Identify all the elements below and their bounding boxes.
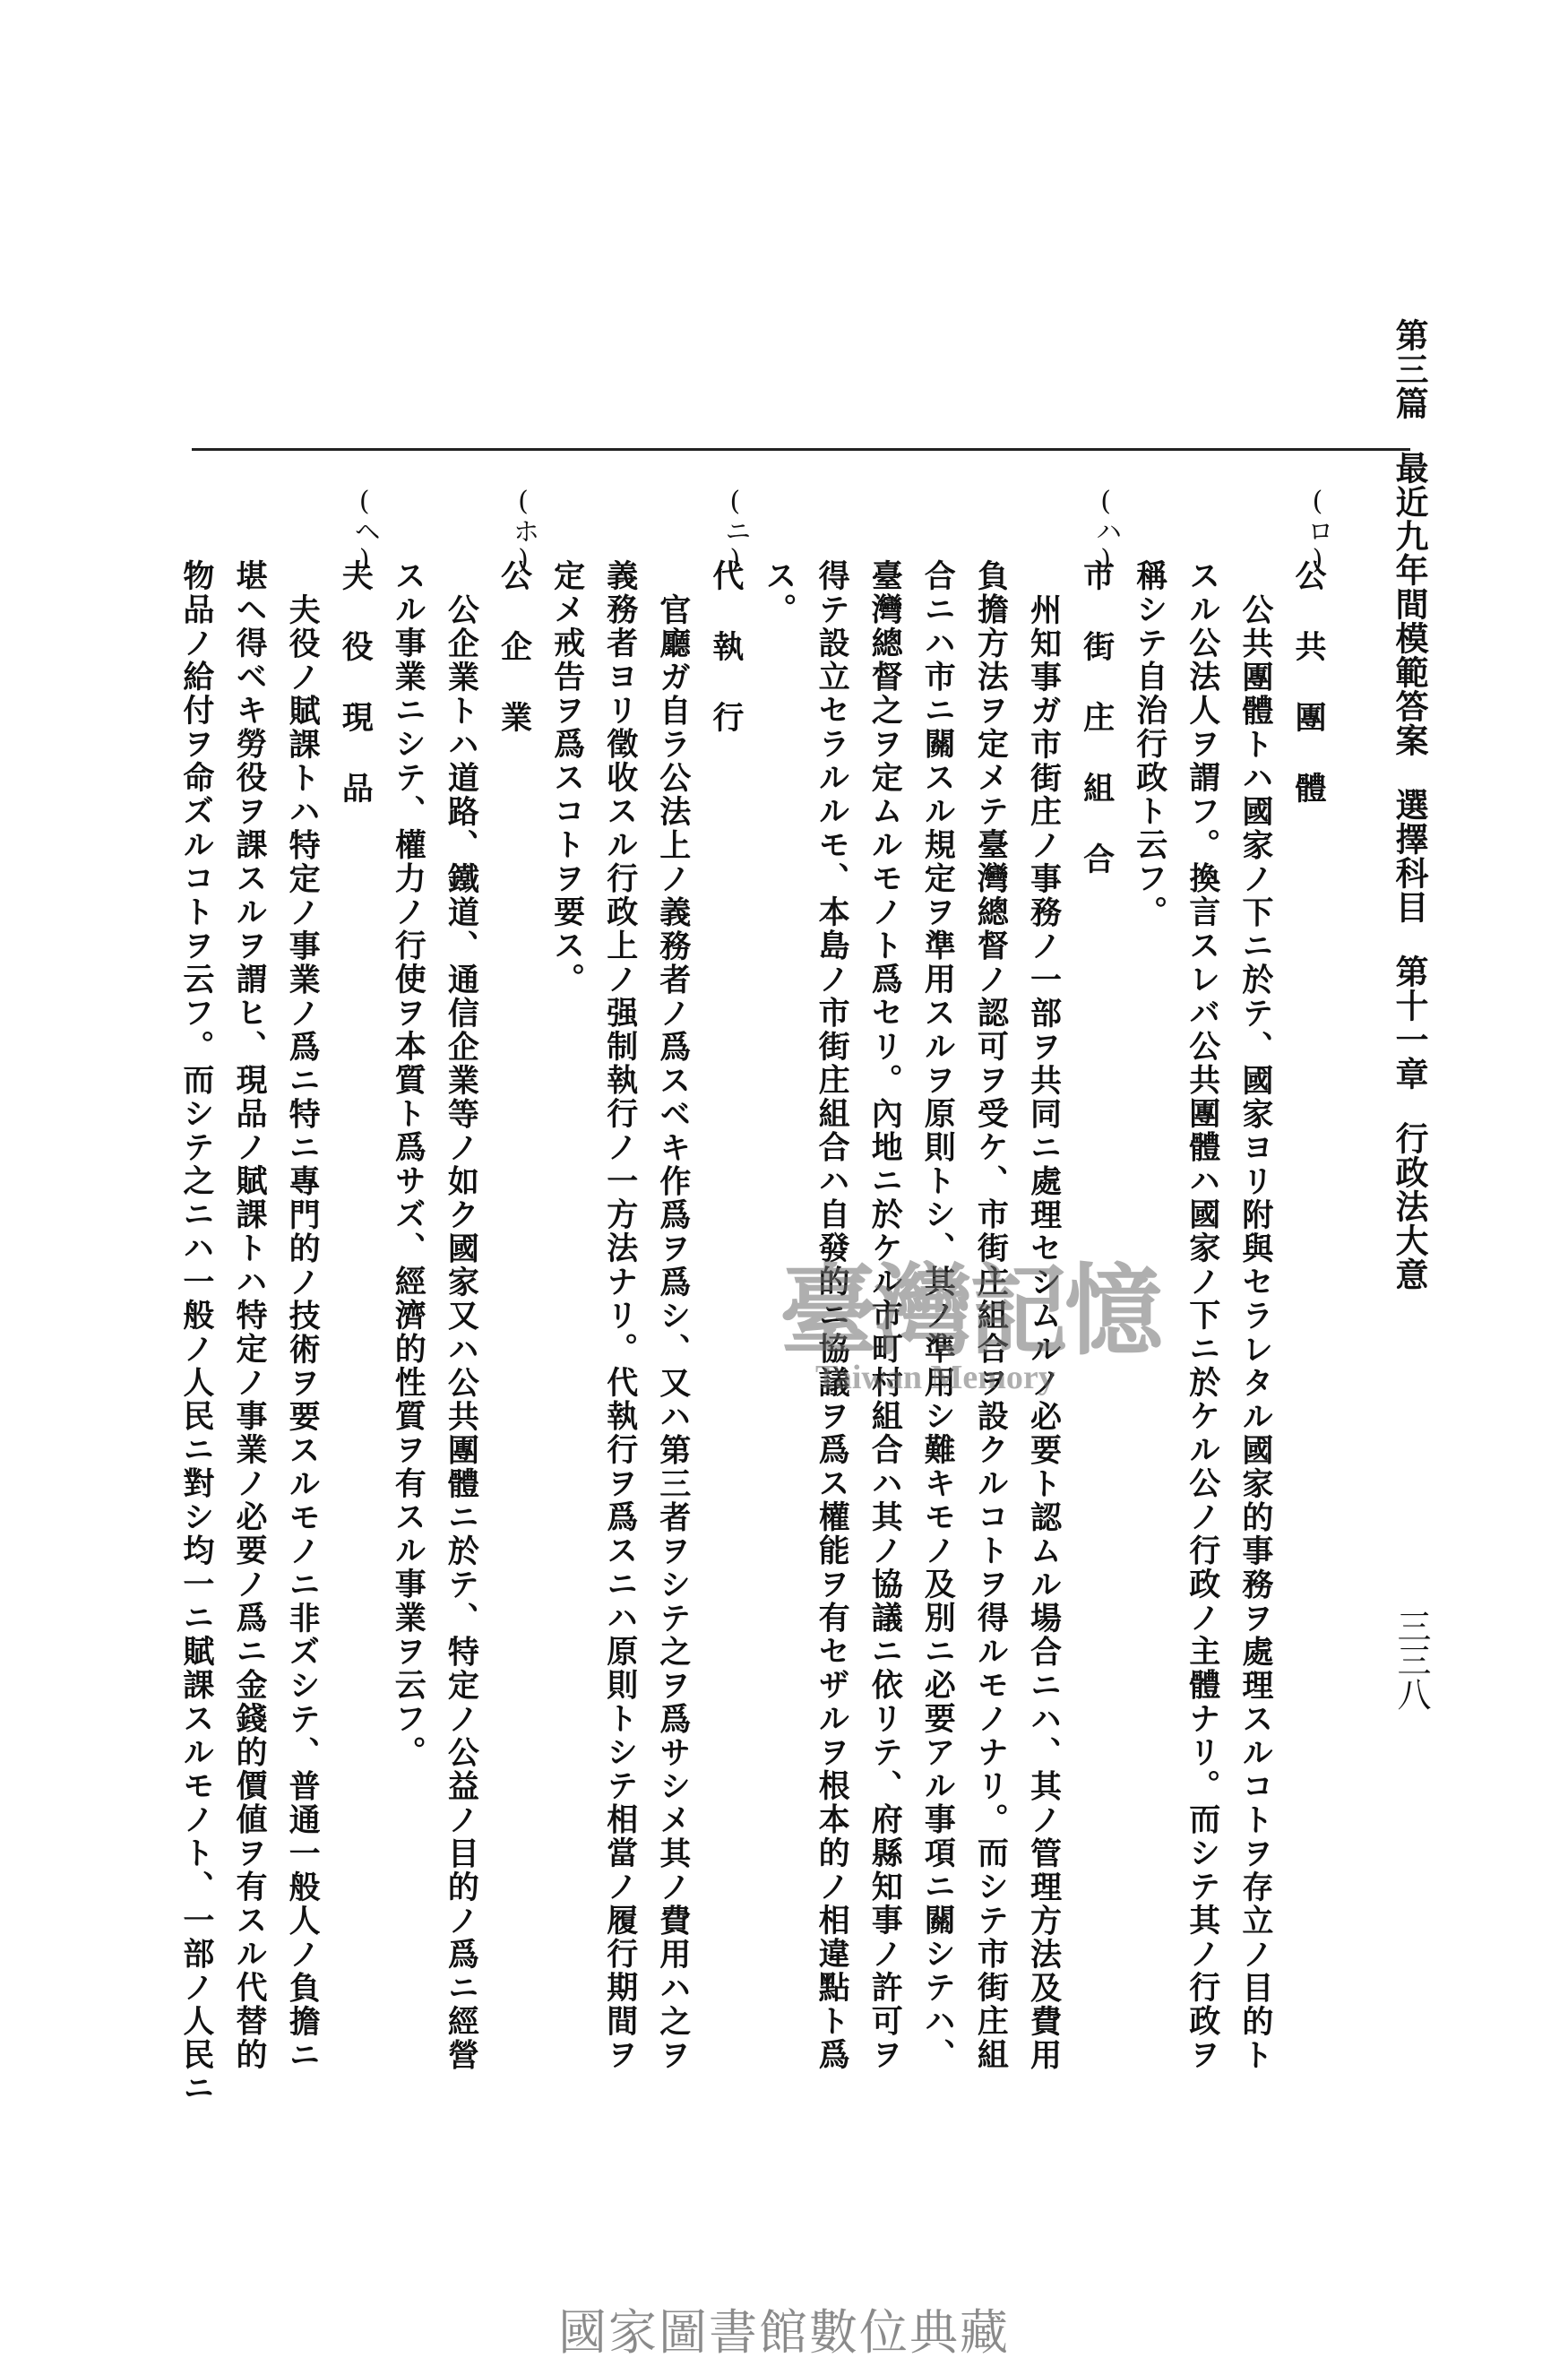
section-marker: (ハ) — [1090, 486, 1122, 575]
text-column: 官廳ガ自ラ公法上ノ義務者ノ爲スベキ作爲ヲ爲シ、又ハ第三者ヲシテ之ヲ爲サシメ其ノ費用ハ之ヲ — [654, 593, 692, 2072]
section-title: 市街庄組合 — [1078, 559, 1116, 913]
text-column: 臺灣總督之ヲ定ムルモノト爲セリ。內地ニ於ケル市町村組合ハ其ノ協議ニ依リテ、府縣知事ノ許可ヲ — [866, 559, 904, 2072]
text-column: 負擔方法ヲ定メテ臺灣總督ノ認可ヲ受ケ、市街庄組合ヲ設クルコトヲ得ルモノナリ。而シテ市街庄組 — [972, 559, 1010, 2072]
header-rule — [192, 448, 1410, 451]
part-label: 第三篇 — [1390, 318, 1428, 420]
text-column: 義務者ヨリ徵收スル行政上ノ强制執行ノ一方法ナリ。代執行ヲ爲スニハ原則トシテ相當ノ履行期間ヲ — [601, 559, 639, 2072]
chapter-title: 行政法大意 — [1390, 1121, 1428, 1291]
section-marker: (ロ) — [1302, 486, 1333, 575]
section-title: 代執行 — [707, 559, 745, 772]
subject-label: 選擇科目 — [1390, 788, 1428, 924]
text-column: 合ニハ市ニ關スル規定ヲ準用スルヲ原則トシ、其ノ準用シ難キモノ及別ニ必要アル事項ニ關シテハ、 — [919, 559, 957, 2072]
logo-english-text: Taiwan Memory — [815, 1359, 1055, 1396]
book-title: 最近九年間模範答案 — [1390, 451, 1428, 757]
chapter-label: 第十一章 — [1390, 954, 1428, 1091]
text-column: 公企業トハ道路、鐵道、通信企業等ノ如ク國家又ハ公共團體ニ於テ、特定ノ公益ノ目的ノ爲ニ經營 — [443, 593, 480, 2072]
section-heading — [488, 486, 541, 772]
section-title: 公共團體 — [1290, 559, 1327, 842]
section-title: 公企業 — [495, 559, 533, 772]
page-number: 三三八 — [1391, 1609, 1431, 1711]
text-column: 州知事ガ市街庄ノ事務ノ一部ヲ共同ニ處理セシムルノ必要ト認ムル場合ニハ、其ノ管理方法及費用 — [1025, 593, 1063, 2072]
footer-watermark: 國家圖書館數位典藏 — [558, 2304, 1010, 2361]
text-column: 定メ戒告ヲ爲スコトヲ要ス。 — [548, 559, 586, 997]
text-column: 堪ヘ得ベキ勞役ヲ課スルヲ謂ヒ、現品ノ賦課トハ特定ノ事業ノ必要ノ爲ニ金錢的價値ヲ有スル代替的 — [231, 559, 268, 2072]
logo-chinese-text: 臺灣記憶 — [780, 1253, 1159, 1369]
section-marker: (ニ) — [719, 486, 751, 575]
section-heading — [1282, 486, 1335, 842]
text-column: スル公法人ヲ謂フ。換言スレバ公共團體ハ國家ノ下ニ於ケル公ノ行政ノ主體ナリ。而シテ其ノ行政ヲ — [1184, 559, 1221, 2072]
text-column: 夫役ノ賦課トハ特定ノ事業ノ爲ニ特ニ專門的ノ技術ヲ要スルモノニ非ズシテ、普通一般人ノ負擔ニ — [284, 593, 322, 2072]
section-heading — [700, 486, 753, 772]
text-column: 得テ設立セラルルモ、本島ノ市街庄組合ハ自發的ニ協議ヲ爲ス權能ヲ有セザルヲ根本的ノ相違點ト爲 — [814, 559, 851, 2072]
text-column: 物品ノ給付ヲ命ズルコトヲ云フ。而シテ之ニハ一般ノ人民ニ對シ均一ニ賦課スルモノト、一部ノ人民ニ — [177, 559, 215, 2105]
running-header — [1389, 318, 1428, 1322]
section-marker: (ホ) — [507, 486, 539, 575]
section-marker: (ヘ) — [349, 486, 381, 575]
text-column: ス。 — [761, 559, 797, 626]
section-heading — [1071, 486, 1124, 913]
section-heading — [329, 486, 382, 842]
text-column: 公共團體トハ國家ノ下ニ於テ、國家ヨリ附與セラレタル國家的事務ヲ處理スルコトヲ存立ノ目的ト — [1236, 593, 1274, 2072]
text-column: 稱シテ自治行政ト云フ。 — [1131, 559, 1168, 929]
section-title: 夫役現品 — [337, 559, 375, 842]
text-column: スル事業ニシテ、權力ノ行使ヲ本質ト爲サズ、經濟的性質ヲ有スル事業ヲ云フ。 — [390, 559, 427, 1769]
